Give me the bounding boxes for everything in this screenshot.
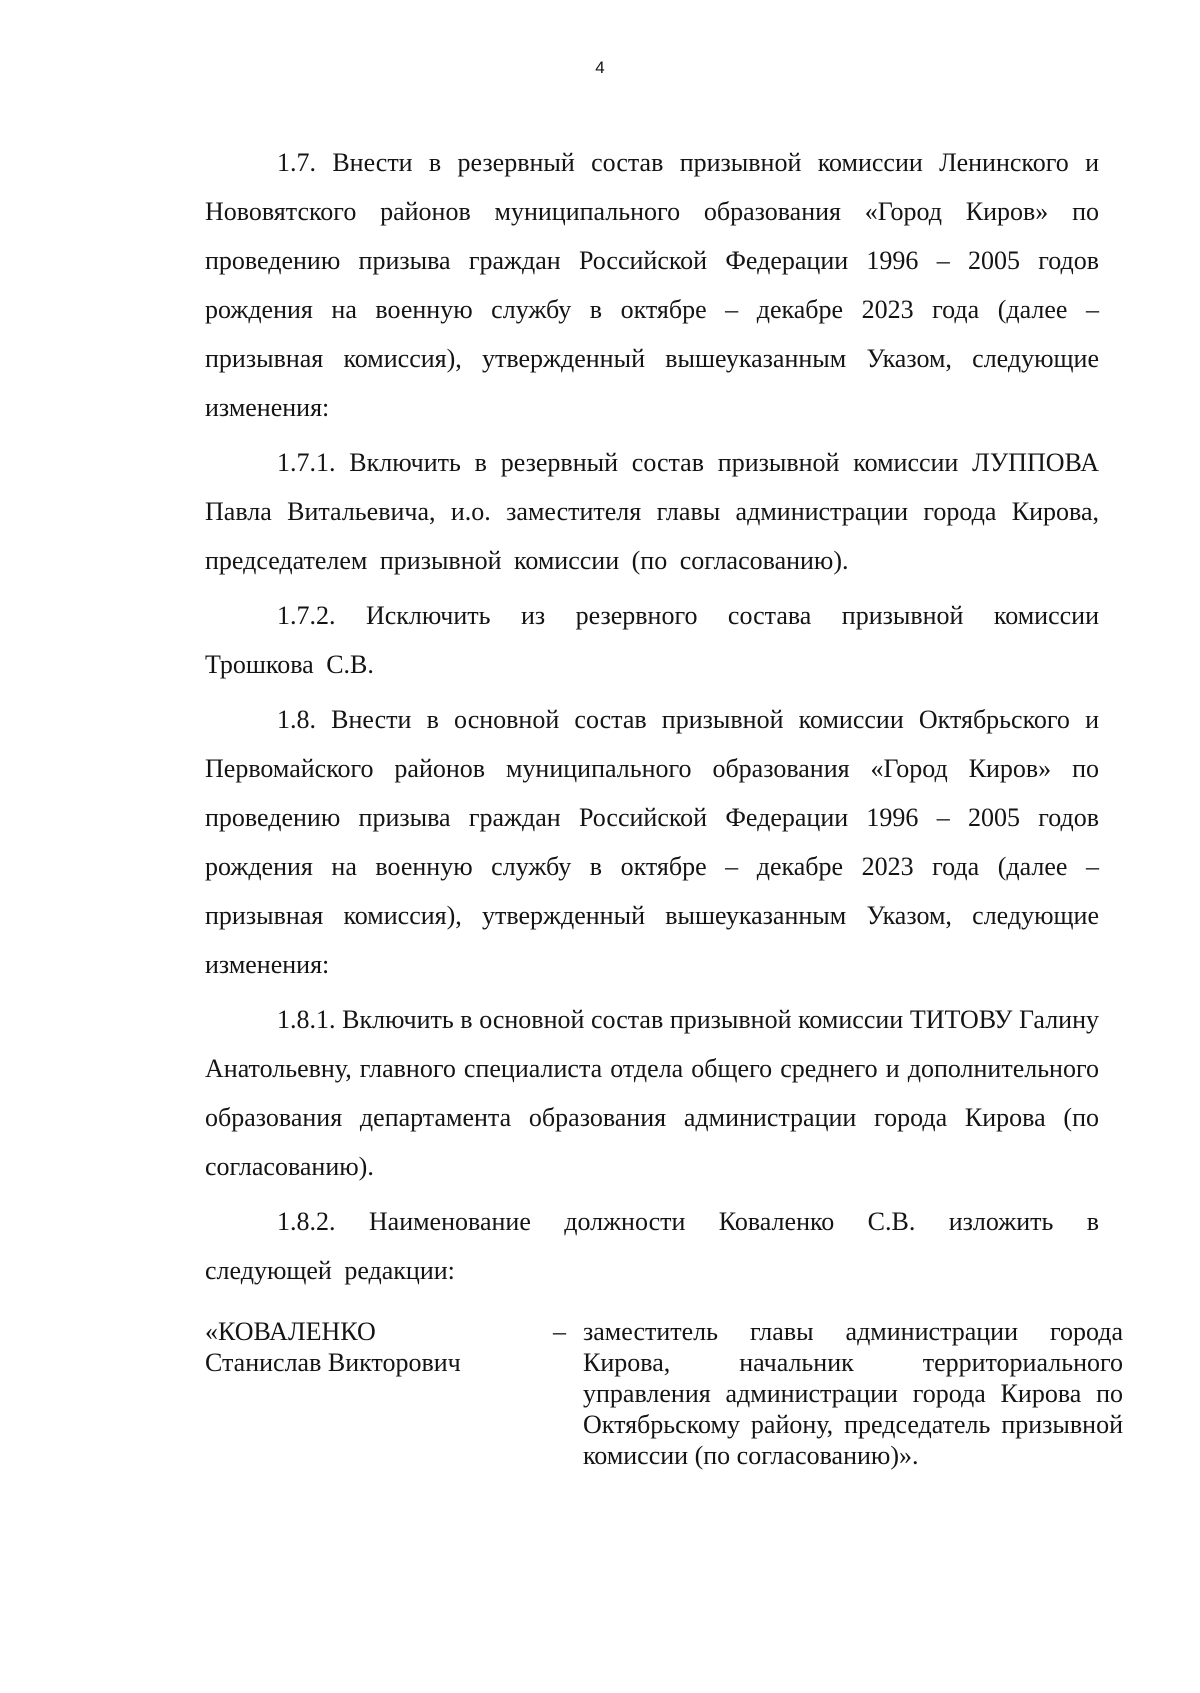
- officer-name: [205, 1316, 553, 1471]
- paragraph-1-7-1: 1.7.1. Включить в резервный состав призывной комиссии ЛУППОВА Павла Витальевича, и.о. заместителя главы администрации города Кирова, председателем призывной комиссии (по согласованию).: [205, 448, 1099, 575]
- officer-position: заместитель главы администрации города Кирова, начальник территориального управления администрации города Кирова по Октябрьскому району, председатель призывной комиссии (по согласованию)».: [583, 1317, 1123, 1470]
- officer-entry: [205, 1316, 1125, 1471]
- officer-surname: «КОВАЛЕНКО: [205, 1317, 376, 1346]
- paragraph-1-7-2: 1.7.2. Исключить из резервного состава призывной комиссии Трошкова С.В.: [205, 601, 1099, 679]
- paragraph-1-8-1: 1.8.1. Включить в основной состав призывной комиссии ТИТОВУ Галину Анатольевну, главного специалиста отдела общего среднего и дополнительного образования департамента образования администрации города Кирова (по согласованию).: [205, 1005, 1099, 1181]
- paragraph-1-8-2: 1.8.2. Наименование должности Коваленко С.В. изложить в следующей редакции:: [205, 1207, 1099, 1285]
- document-body: [205, 138, 1099, 1333]
- page-number: 4: [595, 58, 605, 77]
- officer-dash: –: [553, 1317, 566, 1346]
- paragraph-1-7: 1.7. Внести в резервный состав призывной комиссии Ленинского и Нововятского районов муниципального образования «Город Киров» по проведению призыва граждан Российской Федерации 1996 – 2005 годов рождения на военную службу в октябре – декабре 2023 года (далее – призывная комиссия), утвержденный вышеуказанным Указом, следующие изменения:: [205, 148, 1099, 422]
- paragraph-1-8: 1.8. Внести в основной состав призывной комиссии Октябрьского и Первомайского районов муниципального образования «Город Киров» по проведению призыва граждан Российской Федерации 1996 – 2005 годов рождения на военную службу в октябре – декабре 2023 года (далее – призывная комиссия), утвержденный вышеуказанным Указом, следующие изменения:: [205, 705, 1099, 979]
- officer-given-names: Станислав Викторович: [205, 1348, 461, 1377]
